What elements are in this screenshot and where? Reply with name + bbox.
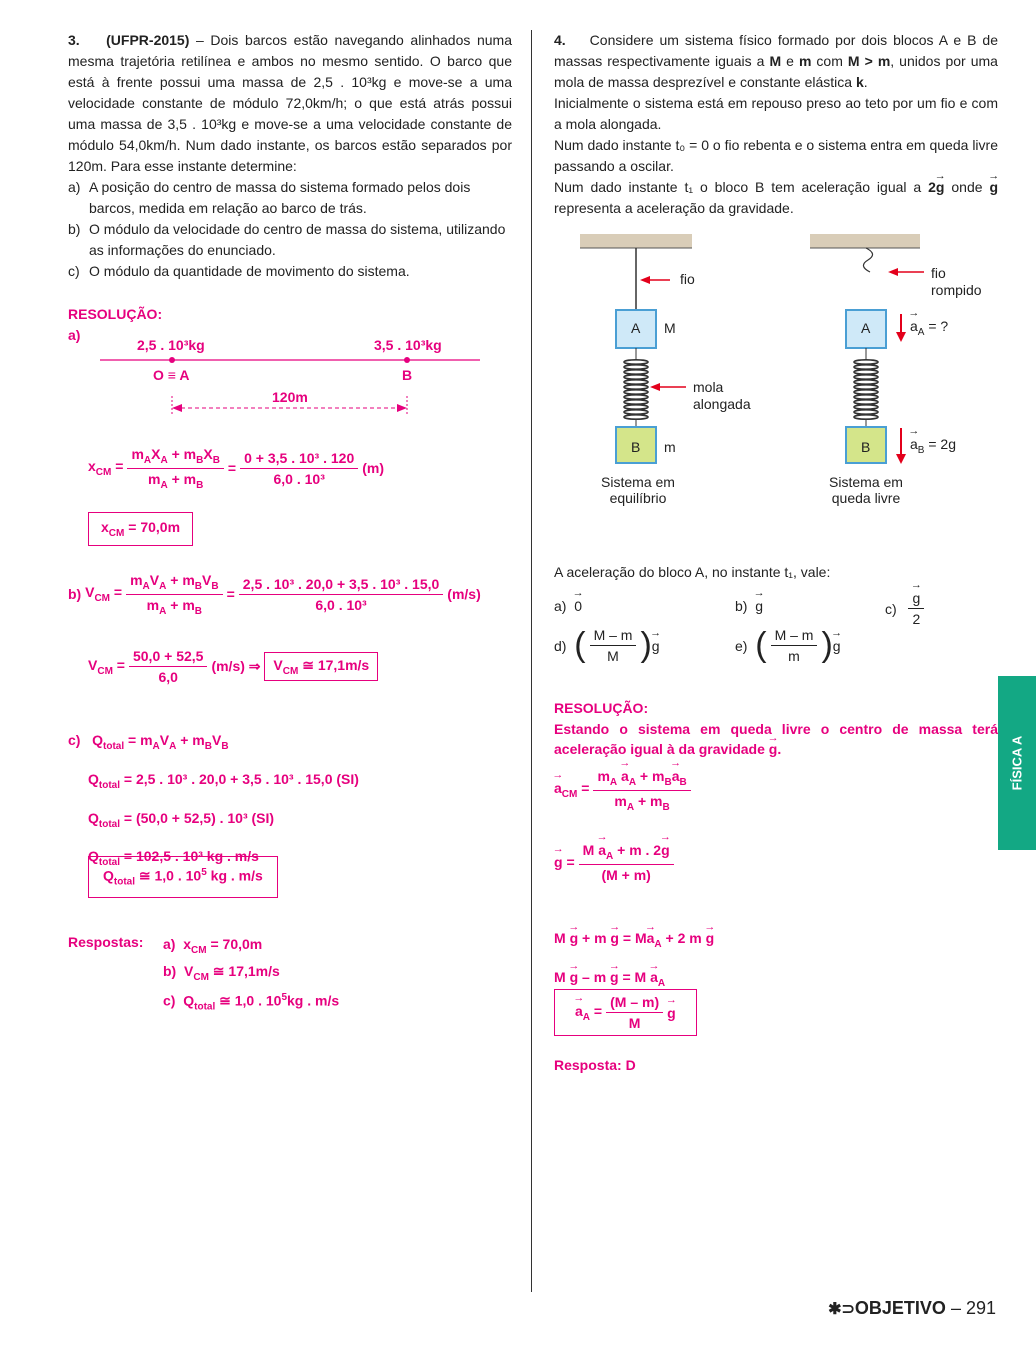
q3-item-a: a) A posição do centro de massa do sistema formado pelos dois barcos, medida em relação ao barco de trás. — [68, 179, 471, 216]
q3-item-b: b) O módulo da velocidade do centro de massa do sistema, utilizando as informações do enunciado. — [68, 221, 506, 258]
qtotal-block: c) $Q_{total} = m_AV_A + m_BV_B$ $Q_{total} = 2,5$ . 10³ . 20,0 + 3,5 . 10³ . 15,0 (SI) $Q_{total} = (50,0 + 52,5)$ . 10³ (SI) $Q_{total} = 102,5$ . 10³ kg . m/s — [68, 732, 359, 869]
footer-brand: OBJETIVO — [854, 1298, 946, 1318]
q4-number: 4. — [554, 32, 566, 48]
q4-resolution-text: Estando o sistema em queda livre o centro de massa terá aceleração igual à da gravidade → g. — [554, 719, 998, 759]
q3-resolution-title: RESOLUÇÃO: — [68, 306, 163, 322]
vcm-formula: b) $V_{CM}$ = $\frac{m_AV_A + m_BV_B}{m_A + m_B}$ = $\frac{\text{2,5 . 10³ . 20,0 + 3,5 . 10³ . 15,0}}{\text{6,0 . 10³}}$ (m/s) — [68, 572, 481, 617]
spring-figure — [578, 232, 938, 472]
q4-question: A aceleração do bloco A, no instante t₁, vale: — [554, 564, 831, 580]
fig-block-a-left: A — [631, 320, 641, 336]
q4-p4: Num dado instante t₁ o bloco B tem aceleração igual a 2→ g onde → g representa a aceleração da gravidade. — [554, 177, 998, 219]
fig-caption-right: Sistema em queda livre — [829, 474, 903, 506]
fig-aB: → $a_B = 2g$ — [910, 436, 956, 456]
derivation: $M \to g + m \to g = M\to a_A + 2$ m → g $M \to g - m \to g = M \to a_A$ — [554, 922, 714, 1000]
q3-answers: a) $x_{CM} = 70,0m$ b) $V_{CM}$ ≅ 17,1m/s c) $Q_{total}$ ≅ 1,0 . $10^5kg$ . m/s — [163, 936, 340, 1013]
fig-block-b-left: B — [631, 439, 641, 455]
g-formula: → g = $\frac{M \to a_A + m . 2\to g}{(M + m)}$ — [554, 842, 678, 883]
fig-aA: → $a_A$ = ? — [910, 318, 948, 338]
side-tab: FÍSICA A — [998, 676, 1036, 850]
column-divider — [531, 30, 532, 1292]
fig-block-b-right: B — [861, 439, 871, 455]
xcm-result-box: $x_{CM} = 70,0m$ — [88, 512, 193, 546]
fig-mass-m: m — [664, 439, 676, 455]
xcm-formula: $x_{CM}$ = $\frac{m_AX_A + m_BX_B}{m_A + m_B}$ = $\frac{\text{0 + 3,5 . 10³ . 120}}{\text{6,0 . 10³}}$ (m) — [88, 446, 385, 491]
q4-statement: 4. Considere um sistema físico formado por dois blocos A e B de massas respectivamente iguais a M e m com M > m, unidos por uma mola de massa desprezível e constante elástica k. — [554, 32, 998, 90]
right-column — [554, 30, 998, 219]
q4-p2: Inicialmente o sistema está em repouso preso ao teto por um fio e com a mola alongada. — [554, 95, 998, 132]
qtotal-result-box: $Q_{total}$ ≅ 1,0 . $10^5$ kg . m/s — [88, 856, 278, 898]
page-number: – 291 — [950, 1298, 996, 1318]
left-column — [68, 30, 512, 282]
objetivo-logo-icon: ✱⊃ — [828, 1301, 855, 1318]
page-footer — [828, 1298, 996, 1319]
point-a-label: O ≡ A — [153, 367, 190, 383]
q3-answers-title: Respostas: — [68, 934, 144, 950]
fig-block-a-right: A — [861, 320, 871, 336]
option-b[interactable]: b) → g — [735, 598, 763, 614]
q4-resolution-title: RESOLUÇÃO: — [554, 700, 649, 716]
fig-mola: mola alongada — [693, 379, 751, 412]
acm-formula: → $a_{CM}$ = $\frac{m_A \to a_A + m_B\to a_B}{m_A + m_B}$ — [554, 768, 695, 813]
fig-mass-M: M — [664, 320, 676, 336]
mass-a-label: 2,5 . 10³kg — [137, 337, 205, 353]
point-b-label: B — [402, 367, 413, 383]
q3-item-c: c) O módulo da quantidade de movimento do sistema. — [68, 263, 410, 279]
fig-fio-rompido: fio rompido — [931, 265, 982, 298]
q3-text: – Dois barcos estão navegando alinhados numa mesma trajetória retilínea e ambos no mesmo sentido. O barco que está à frente possui uma massa de 2,5 . 10³kg e move-se a uma velocidade constante de módulo 72,0km/h; o que está atrás possui uma massa de 3,5 . 10³kg e move-se a uma velocidade constante de módulo 54,0km/h. Num dado instante, os barcos estão separados por 120m. Para esse instante determine: — [68, 32, 513, 174]
q3-number: 3. — [68, 32, 80, 48]
mass-b-label: 3,5 . 10³kg — [374, 337, 442, 353]
q3-res-a-label: a) — [68, 327, 81, 343]
fig-fio: fio — [680, 271, 695, 287]
q3-source: (UFPR-2015) — [106, 32, 190, 48]
option-e[interactable]: e) ( $\frac{M - m}{m}$ ) → g — [735, 626, 841, 665]
q3-statement — [68, 30, 512, 177]
fig-caption-left: Sistema em equilíbrio — [601, 474, 675, 506]
q4-p3: Num dado instante t₀ = 0 o fio rebenta e o sistema entra em queda livre passando a oscilar. — [554, 137, 998, 174]
option-c[interactable]: c) → $\frac{g}{2}$ — [885, 590, 928, 627]
distance-label: 120m — [272, 389, 308, 405]
option-a[interactable]: a) → 0 — [554, 598, 582, 614]
q4-answer: Resposta: D — [554, 1057, 636, 1073]
q4-result-box: → $a_A$ = $\frac{(M - m)}{M}$ → g — [554, 989, 697, 1036]
option-d[interactable]: d) ( $\frac{M - m}{M}$ ) → g — [554, 626, 660, 665]
vcm-result: $V_{CM}$ = $\frac{50,0 + 52,5}{6,0}$ (m/s) ⇒ $V_{CM}$ ≅ 17,1m/s — [88, 648, 378, 685]
